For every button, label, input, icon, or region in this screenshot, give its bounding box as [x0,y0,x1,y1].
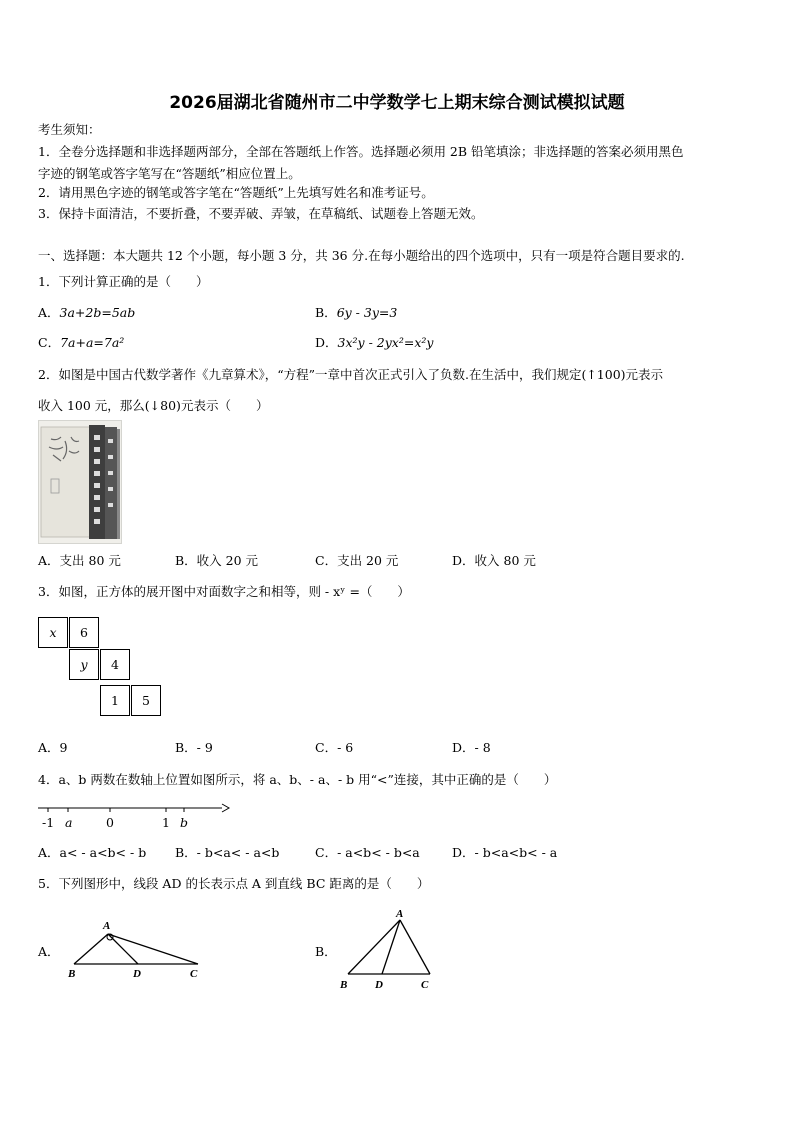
q2-option-a[interactable]: A．支出 80 元 [38,553,121,568]
q3-option-c[interactable]: C．- 6 [315,740,354,755]
book-photo [38,420,122,544]
page-title: 2026届湖北省随州市二中学数学七上期末综合测试模拟试题 [169,93,625,113]
q1-option-b[interactable]: B．6y - 3y=3 [315,305,398,320]
fig-b-segment-ad [382,920,400,974]
triangle-figure-b [334,904,444,992]
cube-cell-5: 5 [131,685,161,716]
q3-option-b[interactable]: B．- 9 [175,740,213,755]
fig-a-segment-ac [108,934,198,964]
notice-item-1-cont: 字迹的钢笔或答字笔写在“答题纸”相应位置上。 [38,166,301,181]
q2-option-d[interactable]: D．收入 80 元 [452,553,536,568]
cube-cell-6: 6 [69,617,99,648]
notice-item-3: 3．保持卡面清洁，不要折叠，不要弄破、弄皱，在草稿纸、试题卷上答题无效。 [38,206,484,221]
q4-stem: 4．a、b 两数在数轴上位置如图所示，将 a、b、- a、- b 用“<”连接，其中正确的是（ ） [38,772,557,787]
q4-option-c[interactable]: C．- a<b< - b<a [315,845,420,860]
fig-a-segment-ab [74,934,108,964]
q5-option-b-label[interactable]: B． [315,944,337,959]
section-heading: 一、选择题：本大题共 12 个小题，每小题 3 分，共 36 分.在每小题给出的四个选项中，只有一项是符合题目要求的. [38,248,685,263]
q4-option-b[interactable]: B．- b<a< - a<b [175,845,280,860]
fig-a-label-a: A [103,920,111,932]
q2-option-b[interactable]: B．收入 20 元 [175,553,259,568]
q1-option-a[interactable]: A．3a+2b=5ab [38,305,136,320]
q2-option-c[interactable]: C．支出 20 元 [315,553,399,568]
axis-label-neg1: -1 [42,815,55,830]
q2-stem-line2: 收入 100 元，那么(↓80)元表示（ ） [38,398,269,413]
cube-cell-y: y [69,649,99,680]
notice-heading: 考生须知： [38,122,101,137]
q4-option-a[interactable]: A．a< - a<b< - b [38,845,147,860]
fig-b-label-a: A [396,908,404,920]
book-photo-drawing [39,421,121,543]
cube-cell-1: 1 [100,685,130,716]
fig-b-label-d: D [375,979,383,991]
notice-item-2: 2．请用黑色字迹的钢笔或答字笔在“答题纸”上先填写姓名和准考证号。 [38,185,434,200]
q3-stem: 3．如图，正方体的展开图中对面数字之和相等，则 - xʸ =（ ） [38,584,410,599]
axis-label-1: 1 [162,815,170,830]
cube-cell-4: 4 [100,649,130,680]
axis-label-a: a [65,815,73,830]
q5-option-a-label[interactable]: A． [38,944,60,959]
q5-stem: 5．下列图形中，线段 AD 的长表示点 A 到直线 BC 距离的是（ ） [38,876,430,891]
fig-b-label-b: B [340,979,348,991]
cube-net [38,617,162,717]
q4-option-d[interactable]: D．- b<a<b< - a [452,845,558,860]
triangle-figure-a [60,918,210,984]
fig-b-label-c: C [421,979,429,991]
q3-option-a[interactable]: A．9 [38,740,68,755]
fig-b-segment-ac [400,920,430,974]
fig-a-label-d: D [133,968,141,980]
q1-stem: 1．下列计算正确的是（ ） [38,274,209,289]
notice-item-1: 1．全卷分选择题和非选择题两部分，全部在答题纸上作答。选择题必须用 2B 铅笔填涂；非选择题的答案必须用黑色 [38,144,684,159]
axis-label-b: b [180,815,189,830]
q1-option-d[interactable]: D．3x²y - 2yx²=x²y [315,335,434,350]
axis-label-0: 0 [106,815,114,830]
cube-cell-x: x [38,617,68,648]
fig-b-segment-ab [348,920,400,974]
q3-option-d[interactable]: D．- 8 [452,740,491,755]
fig-a-label-c: C [190,968,198,980]
number-line-arrow [222,804,229,812]
q2-stem-line1: 2．如图是中国古代数学著作《九章算术》，“方程”一章中首次正式引入了负数.在生活中，我们规定(↑100)元表示 [38,367,664,382]
q1-option-c[interactable]: C．7a+a=7a² [38,335,125,350]
fig-a-label-b: B [68,968,76,980]
